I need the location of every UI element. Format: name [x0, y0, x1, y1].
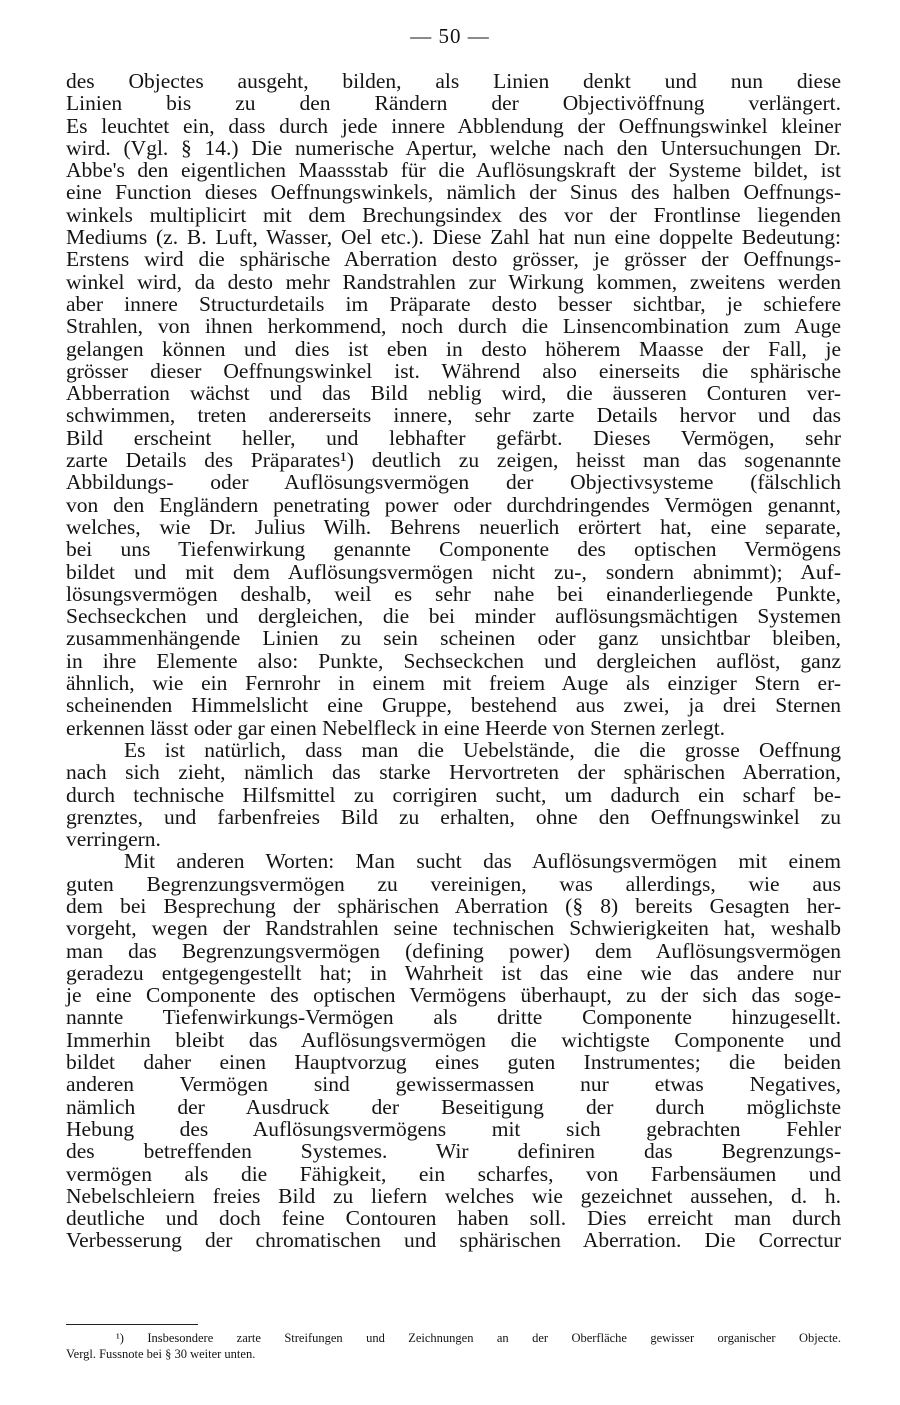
- text-line: bildet daher einen Hauptvorzug eines guten Instrumentes; die beiden: [66, 1050, 841, 1075]
- text-line: nach sich zieht, nämlich das starke Hervortreten der sphärischen Aberration,: [66, 760, 841, 785]
- text-line: wird. (Vgl. § 14.) Die numerische Apertur, welche nach den Untersuchungen Dr.: [66, 135, 841, 160]
- text-line: erkennen lässt oder gar einen Nebelfleck in eine Heerde von Sternen zerlegt.: [66, 715, 726, 740]
- text-line: Immerhin bleibt das Auflösungsvermögen die wichtigste Componente und: [66, 1027, 841, 1052]
- text-line: Mediums (z. B. Luft, Wasser, Oel etc.). Diese Zahl hat nun eine doppelte Bedeutung:: [66, 225, 841, 250]
- text-line: Linien bis zu den Rändern der Objectivöffnung verlängert.: [66, 91, 841, 116]
- text-line: grösser dieser Oeffnungswinkel ist. Während also einerseits die sphärische: [66, 358, 841, 383]
- text-line: Abbe's den eigentlichen Maassstab für die Auflösungskraft der Systeme bildet, ist: [66, 158, 841, 183]
- text-line: Abberration wächst und das Bild neblig wird, die äusseren Conturen ver-: [66, 381, 841, 406]
- text-line: aber innere Structurdetails im Präparate desto besser sichtbar, je schiefere: [66, 291, 841, 316]
- body-text: [66, 70, 841, 1252]
- text-line: Erstens wird die sphärische Aberration desto grösser, je grösser der Oeffnungs-: [66, 247, 841, 272]
- text-line: ähnlich, wie ein Fernrohr in einem mit freiem Auge als einziger Stern er-: [66, 671, 841, 696]
- text-line: scheinenden Himmelslicht eine Gruppe, bestehend aus zwei, ja drei Sternen: [66, 693, 841, 718]
- text-line: in ihre Elemente also: Punkte, Sechseckchen und dergleichen auflöst, ganz: [66, 648, 841, 673]
- footnote-line: ¹) Insbesondere zarte Streifungen und Zeichnungen an der Oberfläche gewisser organischer Objecte.: [116, 1331, 841, 1345]
- text-line: winkels multiplicirt mit dem Brechungsindex des vor der Frontlinse liegenden: [66, 202, 841, 227]
- text-line: winkel wird, da desto mehr Randstrahlen zur Wirkung kommen, zweitens werden: [66, 269, 841, 294]
- text-line: je eine Componente des optischen Vermögens überhaupt, zu der sich das soge-: [66, 983, 841, 1008]
- text-line: durch technische Hilfsmittel zu corrigiren sucht, um dadurch ein scharf be-: [66, 782, 841, 807]
- text-line: des betreffenden Systemes. Wir definiren das Begrenzungs-: [66, 1139, 841, 1164]
- text-line: Bild erscheint heller, und lebhafter gefärbt. Dieses Vermögen, sehr: [66, 425, 841, 450]
- footnote-divider: [66, 1324, 198, 1325]
- text-line: zusammenhängende Linien zu sein scheinen oder ganz unsichtbar bleiben,: [66, 626, 841, 651]
- text-line: eine Function dieses Oeffnungswinkels, nämlich der Sinus des halben Oeffnungs-: [66, 180, 841, 205]
- text-line: verringern.: [66, 827, 161, 852]
- text-line: nämlich der Ausdruck der Beseitigung der durch möglichste: [66, 1094, 841, 1119]
- text-line: von den Engländern penetrating power oder durchdringendes Vermögen genannt,: [66, 492, 841, 517]
- text-line: vermögen als die Fähigkeit, ein scharfes, von Farbensäumen und: [66, 1161, 841, 1186]
- text-line: vorgeht, wegen der Randstrahlen seine technischen Schwierigkeiten hat, weshalb: [66, 916, 841, 941]
- text-line: Mit anderen Worten: Man sucht das Auflösungsvermögen mit einem: [124, 849, 841, 874]
- text-line: gelangen können und dies ist eben in desto höherem Maasse der Fall, je: [66, 336, 841, 361]
- text-line: Verbesserung der chromatischen und sphärischen Aberration. Die Correctur: [66, 1228, 841, 1253]
- text-line: Es leuchtet ein, dass durch jede innere Abblendung der Oeffnungswinkel kleiner: [66, 113, 841, 138]
- text-line: bildet und mit dem Auflösungsvermögen nicht zu-, sondern abnimmt); Auf-: [66, 559, 841, 584]
- text-line: man das Begrenzungsvermögen (defining power) dem Auflösungsvermögen: [66, 938, 841, 963]
- page-number: — 50 —: [410, 24, 490, 48]
- text-line: des Objectes ausgeht, bilden, als Linien denkt und nun diese: [66, 69, 841, 93]
- footnotes: [66, 1330, 841, 1362]
- text-line: Es ist natürlich, dass man die Uebelstände, die die grosse Oeffnung: [124, 737, 841, 762]
- text-line: bei uns Tiefenwirkung genannte Componente des optischen Vermögens: [66, 537, 841, 562]
- text-line: Sechseckchen und dergleichen, die bei minder auflösungsmächtigen Systemen: [66, 604, 841, 629]
- text-line: geradezu entgegengestellt hat; in Wahrheit ist das eine wie das andere nur: [66, 960, 841, 985]
- text-line: guten Begrenzungsvermögen zu vereinigen, was allerdings, wie aus: [66, 871, 841, 896]
- text-line: nannte Tiefenwirkungs-Vermögen als dritte Componente hinzugesellt.: [66, 1005, 841, 1030]
- text-line: lösungsvermögen deshalb, weil es sehr nahe bei einanderliegende Punkte,: [66, 581, 841, 606]
- text-line: Strahlen, von ihnen herkommend, noch durch die Linsencombination zum Auge: [66, 314, 841, 339]
- text-line: schwimmen, treten andererseits innere, sehr zarte Details hervor und das: [66, 403, 841, 428]
- text-line: Abbildungs- oder Auflösungsvermögen der Objectivsysteme (fälschlich: [66, 470, 841, 495]
- text-line: dem bei Besprechung der sphärischen Aberration (§ 8) bereits Gesagten her-: [66, 893, 841, 918]
- text-line: Nebelschleiern freies Bild zu liefern welches wie gezeichnet aussehen, d. h.: [66, 1183, 841, 1208]
- footnote-line: Vergl. Fussnote bei § 30 weiter unten.: [66, 1347, 256, 1361]
- text-line: anderen Vermögen sind gewissermassen nur etwas Negatives,: [66, 1072, 841, 1097]
- text-line: deutliche und doch feine Contouren haben soll. Dies erreicht man durch: [66, 1206, 841, 1231]
- text-line: welches, wie Dr. Julius Wilh. Behrens neuerlich erörtert hat, eine separate,: [66, 514, 841, 539]
- text-line: grenztes, und farbenfreies Bild zu erhalten, ohne den Oeffnungswinkel zu: [66, 804, 841, 829]
- text-line: zarte Details des Präparates¹) deutlich zu zeigen, heisst man das sogenannte: [66, 448, 841, 473]
- text-line: Hebung des Auflösungsvermögens mit sich gebrachten Fehler: [66, 1116, 841, 1141]
